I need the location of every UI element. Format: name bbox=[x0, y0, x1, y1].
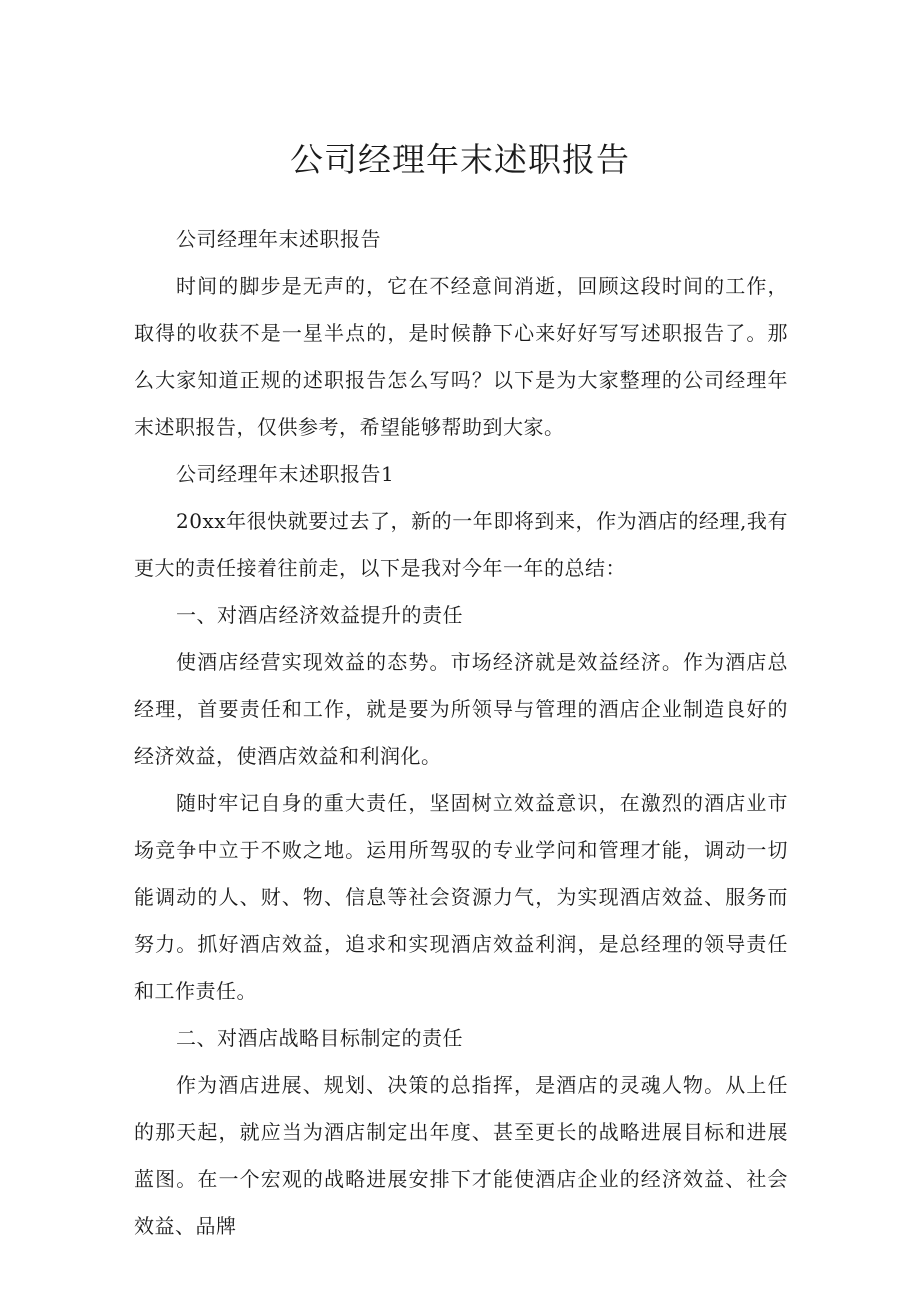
section-heading-1: 一、对酒店经济效益提升的责任 bbox=[176, 603, 463, 627]
section-1-paragraph-1: 使酒店经营实现效益的态势。市场经济就是效益经济。作为酒店总经理，首要责任和工作，就是要为所领导与管理的酒店企业制造良好的经济效益，使酒店效益和利润化。 bbox=[134, 650, 788, 768]
opening-paragraph: 20xx年很快就要过去了，新的一年即将到来，作为酒店的经理,我有更大的责任接着往前走，以下是我对今年一年的总结： bbox=[134, 509, 788, 580]
section-heading-2: 二、对酒店战略目标制定的责任 bbox=[176, 1026, 463, 1050]
report-heading: 公司经理年末述职报告1 bbox=[176, 462, 395, 486]
document-title: 公司经理年末述职报告 bbox=[290, 140, 630, 179]
document-body bbox=[134, 216, 788, 1250]
subtitle-paragraph: 公司经理年末述职报告 bbox=[176, 227, 381, 251]
section-2-paragraph-1: 作为酒店进展、规划、决策的总指挥，是酒店的灵魂人物。从上任的那天起，就应当为酒店制定出年度、甚至更长的战略进展目标和进展蓝图。在一个宏观的战略进展安排下才能使酒店企业的经济效益、社会效益、品牌 bbox=[134, 1073, 788, 1238]
section-1-paragraph-2: 随时牢记自身的重大责任，坚固树立效益意识，在激烈的酒店业市场竞争中立于不败之地。运用所驾驭的专业学问和管理才能，调动一切能调动的人、财、物、信息等社会资源力气，为实现酒店效益、服务而努力。抓好酒店效益，追求和实现酒店效益利润，是总经理的领导责任和工作责任。 bbox=[134, 791, 788, 1003]
intro-paragraph: 时间的脚步是无声的，它在不经意间消逝，回顾这段时间的工作，取得的收获不是一星半点的，是时候静下心来好好写写述职报告了。那么大家知道正规的述职报告怎么写吗？以下是为大家整理的公司经理年末述职报告，仅供参考，希望能够帮助到大家。 bbox=[134, 274, 788, 439]
